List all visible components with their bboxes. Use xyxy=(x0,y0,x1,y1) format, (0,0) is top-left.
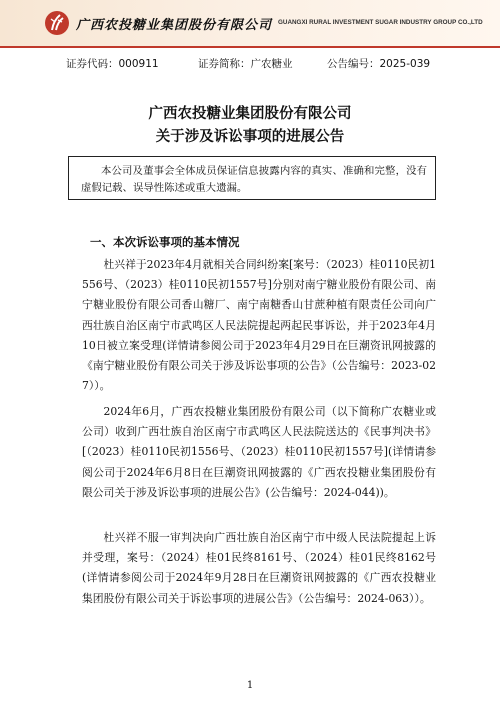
announcement-number: 公告编号：2025-039 xyxy=(327,58,431,70)
stock-name: 证券简称：广农糖业 xyxy=(198,58,293,70)
section-heading: 一、本次诉讼事项的基本情况 xyxy=(90,235,240,249)
header-divider xyxy=(0,46,500,48)
document-title: 广西农投糖业集团股份有限公司 xyxy=(148,106,352,122)
paragraph-2: 2024年6月，广西农投糖业集团股份有限公司（以下简称广农糖业或公司）收到广西壮族自治区南宁市武鸣区人民法院送达的《民事判决书》[（2023）桂0110民初1556号、（2023）桂0110民初1557号](详情请参阅公司于2024年6月8日在巨潮资讯网披露的《广西农投糖业集团股份有限公司关于涉及诉讼事项的进展公告》(公告编号：2024-044))。 xyxy=(82,405,436,499)
disclaimer-text: 本公司及董事会全体成员保证信息披露内容的真实、准确和完整，没有虚假记载、误导性陈述或重大遗漏。 xyxy=(81,165,427,194)
document-subtitle: 关于涉及诉讼事项的进展公告 xyxy=(155,129,345,145)
sugarcane-logo-icon xyxy=(44,10,70,36)
paragraph-1: 杜兴祥于2023年4月就相关合同纠纷案[案号：（2023）桂0110民初1556号、（2023）桂0110民初1557号]分别对南宁糖业股份有限公司、南宁糖业股份有限公司香山糖厂、南宁南糖香山甘蔗种植有限责任公司向广西壮族自治区南宁市武鸣区人民法院提起两起民事诉讼，并于2023年4月10日被立案受理(详情请参阅公司于2023年4月29日在巨潮资讯网披露的《南宁糖业股份有限公司关于涉及诉讼事项的公告》（公告编号：2023-027））。 xyxy=(82,258,437,393)
paragraph-3: 杜兴祥不服一审判决向广西壮族自治区南宁市中级人民法院提起上诉并受理，案号：（2024）桂01民终8161号、（2024）桂01民终8162号(详情请参阅公司于2024年9月28日在巨潮资讯网披露的《广西农投糖业集团股份有限公司关于诉讼事项的进展公告》（公告编号：2024-063））。 xyxy=(82,531,436,605)
disclaimer-box xyxy=(68,156,436,200)
stock-code: 证券代码：000911 xyxy=(66,58,159,70)
company-name-cn: 广西农投糖业集团股份有限公司 xyxy=(76,18,273,33)
company-name-en: GUANGXI RURAL INVESTMENT SUGAR INDUSTRY GROUP CO.,LTD xyxy=(278,19,483,26)
page-number: 1 xyxy=(246,680,254,691)
